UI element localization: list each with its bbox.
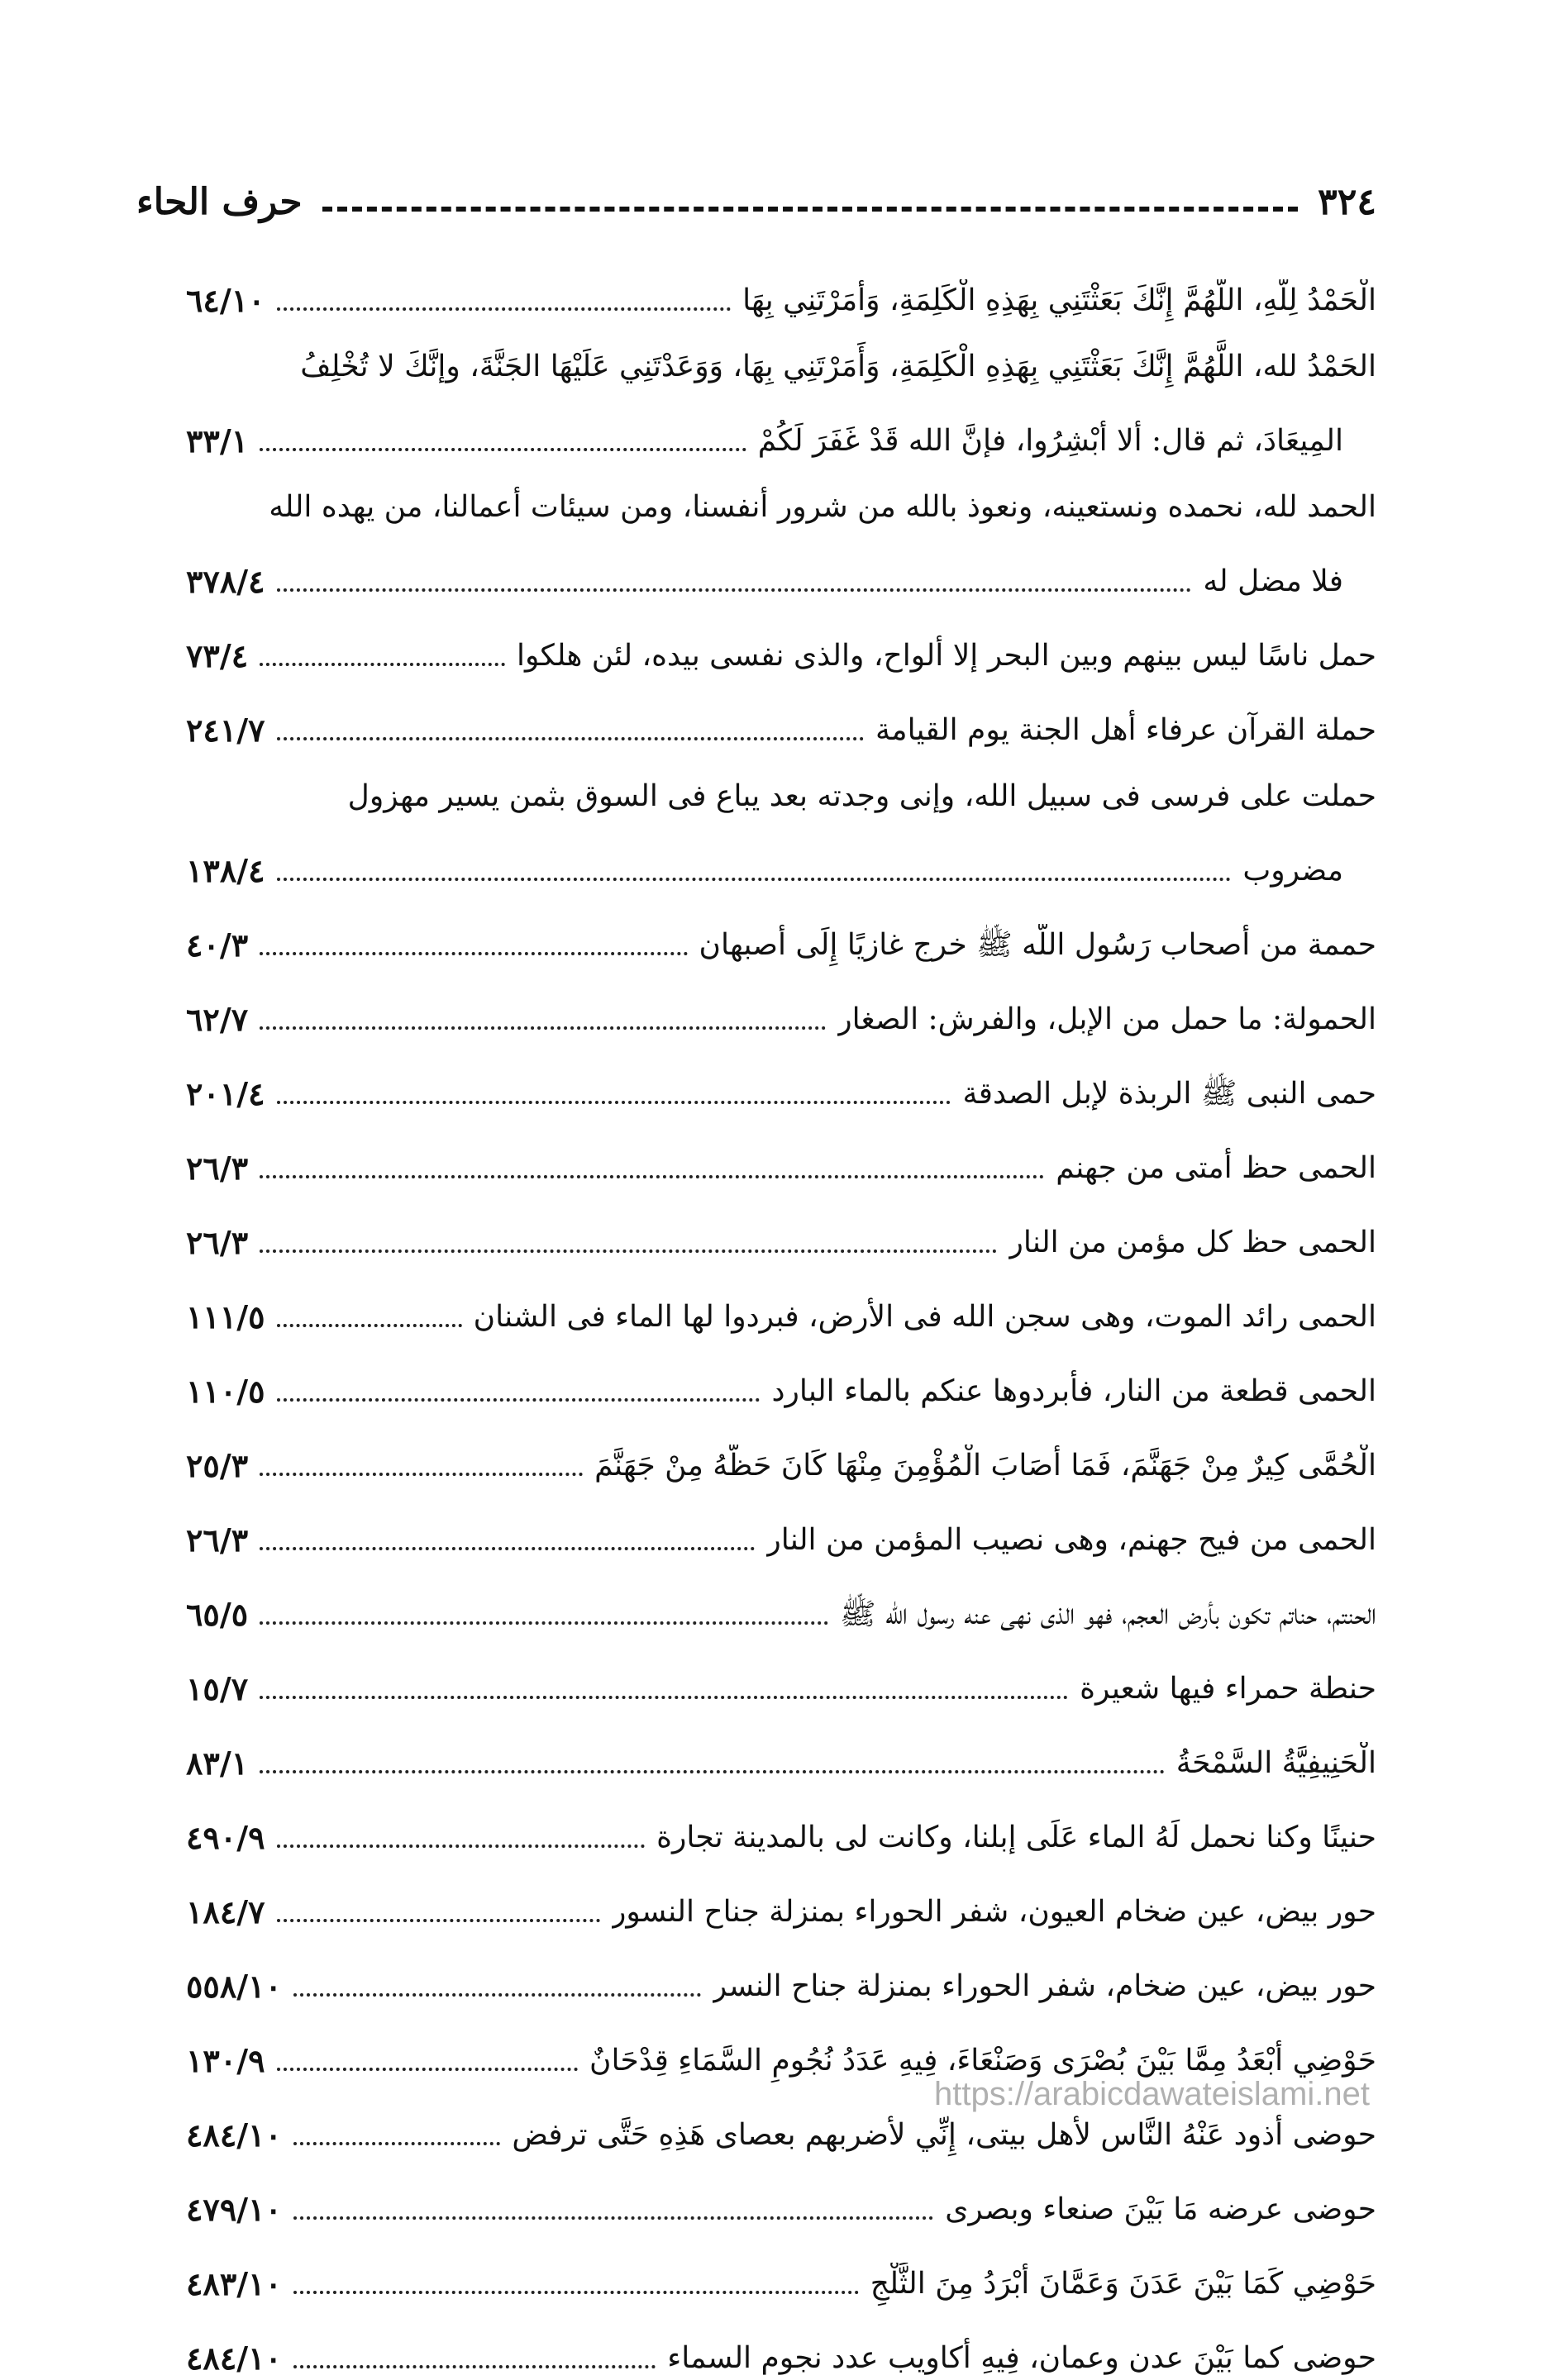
index-entry	[186, 1636, 1376, 1711]
entry-text: الْحُمَّى كِيرٌ مِنْ جَهَنَّمَ، فَمَا أَصَابَ الْمُؤْمِنَ مِنْهَا كَانَ حَظَّهُ مِنْ جَهَنَّمَ	[594, 1449, 1376, 1483]
entry-text: حوضى كما بَيْنَ عدن وعمان، فِيهِ أكاويب عدد نجوم السماء	[667, 2341, 1376, 2375]
entry-reference: ٢٦/٣	[186, 1150, 249, 1187]
entry-reference: ٤٨٣/١٠	[186, 2265, 282, 2302]
index-entry	[186, 322, 1376, 463]
dotted-leader	[260, 1026, 826, 1030]
dotted-leader	[293, 2142, 500, 2145]
index-entry	[186, 1859, 1376, 1934]
dotted-leader	[260, 952, 687, 955]
dotted-leader	[277, 878, 1232, 881]
entry-text: حور بيض، عين ضخام العيون، شفر الحوراء بمنزلة جناح النسور	[612, 1895, 1376, 1929]
dotted-leader	[293, 2291, 859, 2294]
entry-reference: ١٥/٧	[186, 1670, 249, 1707]
dotted-leader	[260, 1770, 1165, 1773]
entry-text: حملة القرآن عرفاء أهل الجنة يوم القيامة	[875, 713, 1376, 747]
dotted-leader	[277, 1101, 951, 1104]
index-entry	[186, 678, 1376, 752]
index-entry	[186, 1116, 1376, 1190]
entry-reference: ٢٥/٣	[186, 1447, 249, 1484]
entry-text-line: الحمد لله، نحمده ونستعينه، ونعوذ بالله من شرور أنفسنا، ومن سيئات أعمالنا، من يهده الله	[269, 490, 1376, 524]
entry-text: الحمى حظ كل مؤمن من النار	[1009, 1226, 1376, 1259]
entry-text-line: الحَمْدُ لله، اللَّهُمَّ إِنَّكَ بَعَثْتَنِي بِهَذِهِ الْكَلِمَةِ، وَأَمَرْتَنِي بِهَا، وَوَعَدْتَنِي عَلَيْهَا الجَنَّةَ، وإنَّكَ لا تُخْلِفُ	[300, 350, 1376, 383]
dotted-leader	[277, 588, 1192, 592]
dotted-leader	[260, 1250, 997, 1253]
dotted-leader	[277, 1919, 601, 1922]
entry-reference: ٧٣/٤	[186, 637, 249, 674]
index-entry	[186, 1413, 1376, 1488]
page-number: ٣٢٤	[1318, 181, 1376, 223]
entry-text: فلا مضل له	[1203, 564, 1343, 598]
dotted-leader	[277, 1398, 761, 1402]
section-title: حرف الحاء	[136, 181, 303, 223]
dotted-leader	[293, 2365, 656, 2368]
index-entry	[186, 248, 1376, 322]
index-entry	[186, 1041, 1376, 1116]
entry-text: حممة من أصحاب رَسُول اللَّه ﷺ خرج غازيًا إِلَى أصبهان	[699, 928, 1376, 962]
dotted-leader	[260, 1621, 828, 1625]
index-entry	[186, 1190, 1376, 1264]
dotted-leader	[277, 307, 732, 311]
index-entry	[186, 1488, 1376, 1562]
entry-reference: ٢٦/٣	[186, 1521, 249, 1559]
entry-text: الحمى حظ أمتى من جهنم	[1056, 1151, 1376, 1185]
entry-text: الحمى من فيح جهنم، وهى نصيب المؤمن من النار	[766, 1523, 1376, 1557]
entry-reference: ٣٣/١	[186, 422, 249, 459]
entry-text: حوضى عرضه مَا بَيْنَ صنعاء وبصرى	[945, 2192, 1376, 2226]
index-entry	[186, 1562, 1376, 1636]
index-entry	[186, 1264, 1376, 1339]
dotted-leader	[277, 1324, 462, 1327]
entry-text: المِيعَادَ، ثم قال: ألا أَبْشِرُوا، فإنَّ الله قَدْ غَفَرَ لَكُمْ	[757, 424, 1343, 458]
dotted-leader	[260, 448, 746, 451]
entry-last-line	[186, 388, 1376, 463]
entry-reference: ١١١/٥	[186, 1298, 265, 1335]
dotted-leader	[277, 2068, 579, 2071]
index-entry	[186, 1785, 1376, 1859]
header-dashed-rule	[322, 207, 1299, 212]
entry-text: الحمولة: ما حمل من الإبل، والفرش: الصغار	[837, 1002, 1376, 1036]
index-entry	[186, 1711, 1376, 1785]
entry-reference: ٦٤/١٠	[186, 282, 265, 319]
entry-text: الْحَنِيفِيَّةُ السَّمْحَةُ	[1175, 1746, 1376, 1780]
dotted-leader	[260, 663, 505, 666]
entry-text-line: حملت على فرسى فى سبيل الله، وإنى وجدته بعد يباع فى السوق بثمن يسير مهزول	[347, 779, 1376, 813]
page-header	[136, 170, 1376, 223]
entry-text: حنطة حمراء فيها شعيرة	[1080, 1672, 1376, 1706]
entry-text: حمى النبى ﷺ الربذة لإبل الصدقة	[962, 1077, 1376, 1111]
dotted-leader	[293, 1993, 701, 1997]
index-entry	[186, 2306, 1376, 2380]
entry-reference: ٣٧٨/٤	[186, 563, 265, 600]
entry-text: حنينًا وكنا نحمل لَهُ الماء عَلَى إبلنا، وكانت لى بالمدينة تجارة	[656, 1821, 1376, 1854]
index-list	[186, 248, 1376, 2380]
entry-text: حور بيض، عين ضخام، شفر الحوراء بمنزلة جناح النسر	[712, 1969, 1376, 2003]
dotted-leader	[260, 1547, 755, 1550]
entry-text: الحمى قطعة من النار، فأبردوها عنكم بالماء البارد	[771, 1374, 1376, 1408]
entry-reference: ٤٠/٣	[186, 926, 249, 964]
dotted-leader	[260, 1473, 583, 1476]
watermark: https://arabicdawateislami.net	[934, 2076, 1370, 2112]
dotted-leader	[260, 1696, 1068, 1699]
index-entry	[186, 1339, 1376, 1413]
dotted-leader	[277, 1844, 646, 1848]
entry-reference: ١٨٤/٧	[186, 1893, 265, 1930]
entry-reference: ١١٠/٥	[186, 1373, 265, 1410]
index-entry	[186, 2008, 1376, 2082]
entry-reference: ٤٨٤/١٠	[186, 2340, 282, 2377]
entry-reference: ٤٩٠/٩	[186, 1819, 265, 1856]
index-entry	[186, 603, 1376, 678]
dotted-leader	[260, 1175, 1044, 1178]
entry-reference: ٢٠١/٤	[186, 1075, 265, 1112]
entry-text: الحمى رائد الموت، وهى سجن الله فى الأرض، فبردوا لها الماء فى الشنان	[473, 1300, 1376, 1334]
index-entry	[186, 463, 1376, 603]
entry-text: حَوْضِي أَبْعَدُ مِمَّا بَيْنَ بُصْرَى وَصَنْعَاءَ، فِيهِ عَدَدُ نُجُومِ السَّمَاءِ قِدْحَانٌ	[589, 2044, 1376, 2078]
entry-reference: ٤٨٤/١٠	[186, 2116, 282, 2154]
index-entry	[186, 2157, 1376, 2231]
entry-text: حمل ناسًا ليس بينهم وبين البحر إلا ألواح، والذى نفسى بيده، لئن هلكوا	[516, 639, 1376, 673]
entry-reference: ٤٧٩/١٠	[186, 2191, 282, 2228]
entry-reference: ١٣٠/٩	[186, 2042, 265, 2079]
entry-reference: ٢٦/٣	[186, 1224, 249, 1261]
entry-reference: ٦٢/٧	[186, 1001, 249, 1038]
entry-reference: ٦٥/٥	[186, 1596, 249, 1633]
index-entry	[186, 892, 1376, 967]
index-entry	[186, 2231, 1376, 2306]
entry-reference: ٢٤١/٧	[186, 712, 265, 749]
index-entry	[186, 967, 1376, 1041]
entry-last-line	[186, 818, 1376, 892]
entry-text: الحنتم، حناتم تكون بأرض العجم، فهو الذى نهى عنه رسول الله ﷺ	[840, 1597, 1376, 1631]
entry-reference: ١٣٨/٤	[186, 852, 265, 889]
index-entry	[186, 752, 1376, 892]
entry-text: حَوْضِي كَمَا بَيْنَ عَدَنَ وَعَمَّانَ أَبْرَدُ مِنَ الثَّلْجِ	[870, 2267, 1376, 2301]
entry-reference: ٥٥٨/١٠	[186, 1968, 282, 2005]
entry-last-line	[186, 529, 1376, 603]
entry-text: حوضى أذود عَنْهُ النَّاس لأهل بيتى، إِنِّي لأضربهم بعصاى هَذِهِ حَتَّى ترفض	[512, 2118, 1376, 2152]
entry-reference: ٨٣/١	[186, 1745, 249, 1782]
entry-text: مضروب	[1242, 854, 1343, 888]
entry-text: الْحَمْدُ لِلَّهِ، اللَّهُمَّ إِنَّكَ بَعَثْتَنِي بِهَذِهِ الْكَلِمَةِ، وَأَمَرْتَنِي بِهَا	[742, 283, 1376, 317]
index-entry	[186, 1934, 1376, 2008]
dotted-leader	[293, 2216, 933, 2220]
dotted-leader	[277, 737, 864, 740]
